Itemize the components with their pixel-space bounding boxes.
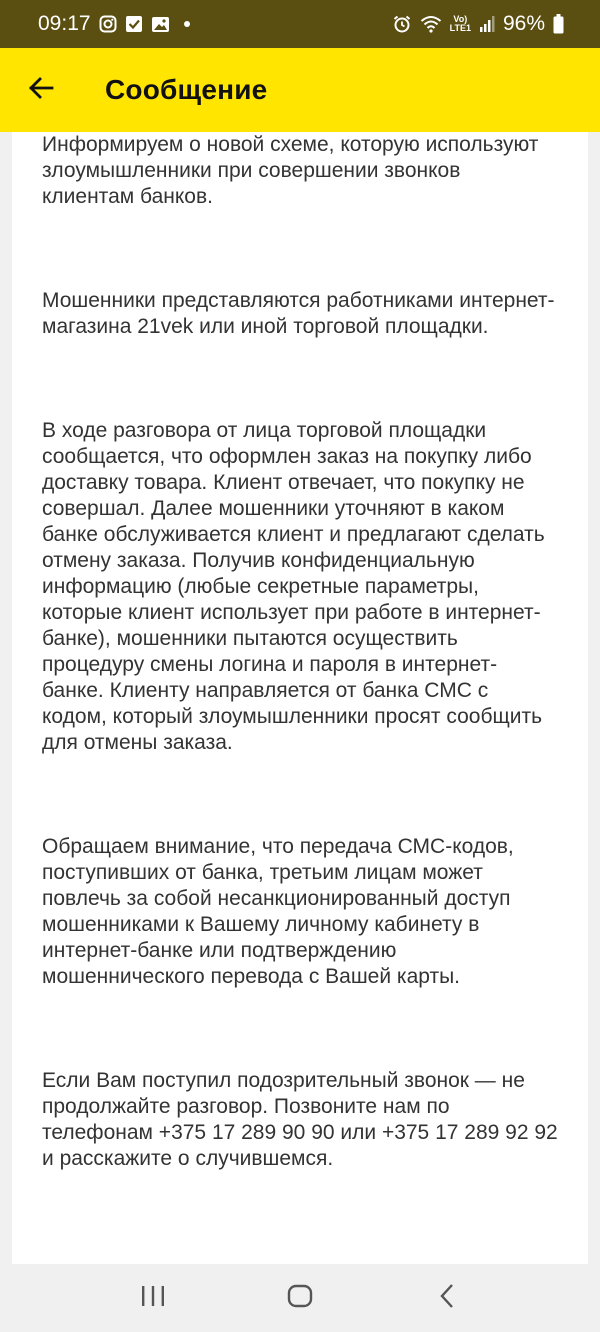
recent-apps-button[interactable] bbox=[123, 1268, 183, 1328]
page-title: Сообщение bbox=[105, 74, 268, 105]
lte-label: LTE1 bbox=[449, 23, 471, 33]
nav-back-button[interactable] bbox=[417, 1268, 477, 1328]
recent-apps-icon bbox=[140, 1285, 166, 1312]
message-paragraph: Мошенники представляются работниками интернет-магазина 21vek или иной торговой площадки. bbox=[42, 289, 555, 338]
status-bar bbox=[0, 0, 600, 48]
alarm-icon bbox=[392, 14, 412, 34]
signal-icon bbox=[479, 16, 495, 32]
status-bar-right bbox=[392, 12, 564, 36]
volte-label: Vo) bbox=[453, 14, 468, 24]
message-paragraph: В ходе разговора от лица торговой площадки сообщается, что оформлен заказ на покупку либо доставку товара. Клиент отвечает, что покупку не совершал. Далее мошенники уточняют в каком банке обслуживается клиент и предлагают сделать отмену заказа. Получив конфиденциальную информацию (любые секретные параметры, которые клиент использует при работе в интернет-банке), мошенники пытаются осуществить процедуру смены логина и пароля в интернет-банке. Клиенту направляется от банка СМС с кодом, который злоумышленники просят сообщить для отмены заказа. bbox=[42, 419, 545, 754]
home-button[interactable] bbox=[270, 1268, 330, 1328]
battery-percent: 96% bbox=[502, 12, 545, 35]
message-card bbox=[12, 132, 588, 1264]
message-paragraph: Если Вам поступил подозрительный звонок — не продолжайте разговор. Позвоните нам по телефонам +375 17 289 90 90 или +375 17 289 92 92 и расскажите о случившемся. bbox=[42, 1069, 558, 1170]
chevron-left-icon bbox=[439, 1283, 455, 1314]
volte-lte-icon bbox=[450, 15, 471, 33]
status-time: 09:17 bbox=[38, 12, 91, 35]
app-bar bbox=[0, 48, 600, 132]
status-bar-left bbox=[38, 12, 190, 36]
system-nav-bar bbox=[0, 1264, 600, 1332]
battery-icon bbox=[553, 14, 564, 34]
checkbox-icon bbox=[125, 15, 143, 33]
notification-dot-icon bbox=[184, 21, 190, 27]
message-body bbox=[12, 132, 588, 1172]
arrow-left-icon bbox=[28, 76, 54, 105]
back-button[interactable] bbox=[0, 48, 82, 132]
message-paragraph: Информируем о новой схеме, которую используют злоумышленники при совершении звонков клиентам банков. bbox=[42, 133, 539, 208]
message-paragraph: Обращаем внимание, что передача СМС-кодов, поступивших от банка, третьим лицам может повлечь за собой несанкционированный доступ мошенниками к Вашему личному кабинету в интернет-банке или подтверждению мошеннического перевода с Вашей карты. bbox=[42, 835, 514, 988]
wifi-icon bbox=[420, 15, 442, 33]
home-icon bbox=[287, 1283, 313, 1314]
image-icon bbox=[151, 16, 170, 33]
instagram-icon bbox=[99, 15, 117, 33]
